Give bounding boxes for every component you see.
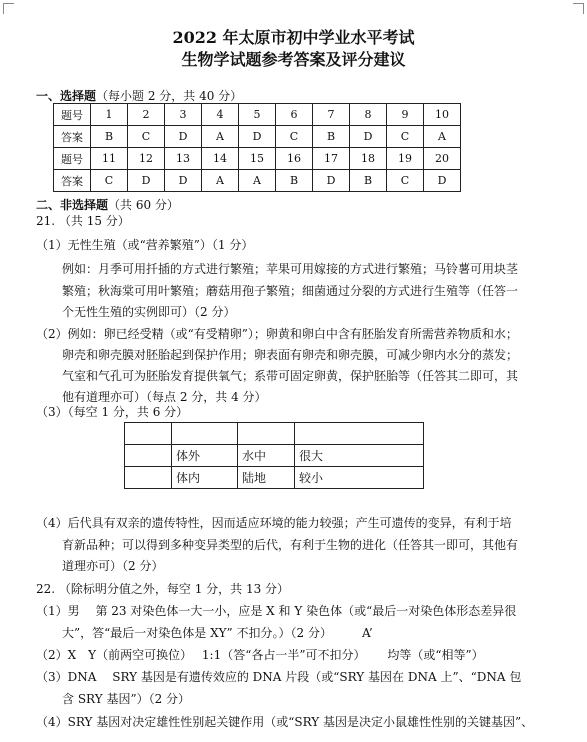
grid-cell <box>125 445 172 467</box>
q21-1-example-line: 例如：月季可用扦插的方式进行繁殖；苹果可用嫁接的方式进行繁殖；马铃薯可用块茎 <box>62 262 519 276</box>
grid-cell: 体内 <box>172 467 238 489</box>
answer-table-cell: 17 <box>313 148 350 170</box>
answer-table-row-header: 答案 <box>54 126 91 148</box>
q21-1-example-line: 个无性生殖的实例即可）（2 分） <box>62 305 236 319</box>
answer-table-cell: 20 <box>424 148 461 170</box>
grid-cell: 体外 <box>172 445 238 467</box>
grid-cell: 水中 <box>238 445 295 467</box>
section-non-choice-heading <box>36 196 179 213</box>
answer-table-cell: 8 <box>350 104 387 126</box>
answer-table-row <box>54 170 461 192</box>
answer-table-row-header: 答案 <box>54 170 91 192</box>
q22-3-answer: （3）DNA SRY 基因是有遗传效应的 DNA 片段（或“SRY 基因在 DNA 上”、“DNA 包 <box>36 670 522 684</box>
answer-table-cell: 11 <box>91 148 128 170</box>
answer-table-cell: C <box>387 170 424 192</box>
answer-table-cell: 1 <box>91 104 128 126</box>
answer-table-cell: 14 <box>202 148 239 170</box>
answer-table-cell: 15 <box>239 148 276 170</box>
answer-table-cell: 18 <box>350 148 387 170</box>
answer-table-cell: C <box>128 126 165 148</box>
q21-2-answer-line: 卵壳和卵壳膜对胚胎起到保护作用；卵表面有卵壳和卵壳膜，可减少卵内水分的蒸发； <box>62 348 519 362</box>
answer-table-cell: D <box>350 126 387 148</box>
q21-2-answer: （2）例如：卵已经受精（或“有受精卵”）；卵黄和卵白中含有胚胎发育所需营养物质和水； <box>36 327 518 341</box>
answer-table-row <box>54 148 461 170</box>
answer-table-cell: C <box>387 126 424 148</box>
answer-table-cell: 12 <box>128 148 165 170</box>
answer-table <box>53 103 461 192</box>
answer-table-cell: A <box>202 126 239 148</box>
answer-table-cell: 7 <box>313 104 350 126</box>
grid-row <box>125 445 424 467</box>
q21-2-answer-line: 气室和气孔可为胚胎发育提供氧气；系带可固定卵黄，保护胚胎等（任答其二即可，其 <box>62 369 519 383</box>
grid-cell <box>125 467 172 489</box>
grid-cell <box>238 423 295 445</box>
q21-4-answer: （4）后代具有双亲的遗传特性，因而适应环境的能力较强；产生可遗传的变异，有利于培 <box>36 516 512 530</box>
q21-1-example-line: 繁殖；秋海棠可用叶繁殖；蘑菇用孢子繁殖；细菌通过分裂的方式进行生殖等（任答一 <box>62 284 519 298</box>
q22-header: 22. （除标明分值之外，每空 1 分，共 13 分） <box>36 582 290 596</box>
document-title: 2022 年太原市初中学业水平考试 <box>172 28 415 47</box>
answer-table-cell: A <box>239 170 276 192</box>
answer-table-cell: D <box>165 126 202 148</box>
grid-cell: 较小 <box>295 467 424 489</box>
answer-table-cell: D <box>165 170 202 192</box>
grid-cell <box>125 423 172 445</box>
grid-row <box>125 423 424 445</box>
answer-table-cell: 13 <box>165 148 202 170</box>
q22-4-answer: （4）SRY 基因对决定雄性性别起关键作用（或“SRY 基因是决定小鼠雄性性别的关键基因”、 <box>36 715 534 729</box>
q22-2-answer: （2）X Y（前两空可换位） 1:1（答“各占一半”可不扣分） 均等（或“相等”） <box>36 648 484 662</box>
q21-header: 21. （共 15 分） <box>36 214 130 228</box>
page-corner-mark-left <box>3 3 14 14</box>
answer-table-cell: B <box>313 126 350 148</box>
answer-table-row-header: 题号 <box>54 104 91 126</box>
answer-table-row-header: 题号 <box>54 148 91 170</box>
q21-3-answer: （3）（每空 1 分，共 6 分） <box>36 405 189 419</box>
q22-1-answer-line: 大”，答“最后一对染色体是 XY” 不扣分。）（2 分） A’ <box>62 626 373 640</box>
section-multiple-choice-heading <box>36 87 242 104</box>
q21-2-answer-line: 他有道理亦可）（每点 2 分，共 4 分） <box>62 390 267 404</box>
answer-table-row <box>54 126 461 148</box>
section-label: 二、非选择题 <box>36 198 109 212</box>
q21-3-answer-table <box>124 422 424 489</box>
grid-cell: 陆地 <box>238 467 295 489</box>
q21-4-answer-line: 育新品种；可以得到多种变异类型的后代，有利于生物的进化（任答其一即可，其他有 <box>62 538 519 552</box>
q22-3-answer-line: 含 SRY 基因”）（2 分） <box>62 692 191 706</box>
page-corner-mark-right <box>573 3 584 14</box>
answer-table-cell: 10 <box>424 104 461 126</box>
answer-table-cell: 5 <box>239 104 276 126</box>
section-note: （共 60 分） <box>108 198 179 212</box>
answer-table-cell: C <box>276 126 313 148</box>
answer-table-cell: A <box>424 126 461 148</box>
answer-table-cell: D <box>424 170 461 192</box>
answer-table-cell: D <box>313 170 350 192</box>
answer-table-cell: 19 <box>387 148 424 170</box>
grid-row <box>125 467 424 489</box>
q22-1-answer: （1）男 第 23 对染色体一大一小，应是 X 和 Y 染色体（或“最后一对染色体形态差异很 <box>36 604 517 618</box>
answer-table-cell: 4 <box>202 104 239 126</box>
grid-cell <box>172 423 238 445</box>
section-label: 一、选择题 <box>36 89 97 103</box>
answer-table-cell: 6 <box>276 104 313 126</box>
document-subtitle: 生物学试题参考答案及评分建议 <box>181 50 406 69</box>
answer-table-cell: D <box>128 170 165 192</box>
answer-table-row <box>54 104 461 126</box>
answer-table-cell: B <box>276 170 313 192</box>
answer-table-cell: D <box>239 126 276 148</box>
grid-cell: 很大 <box>295 445 424 467</box>
grid-cell <box>295 423 424 445</box>
answer-table-cell: C <box>91 170 128 192</box>
answer-table-cell: 2 <box>128 104 165 126</box>
answer-table-cell: B <box>91 126 128 148</box>
answer-table-cell: 3 <box>165 104 202 126</box>
answer-table-cell: 9 <box>387 104 424 126</box>
q21-4-answer-line: 道理亦可）（2 分） <box>62 559 164 573</box>
section-note: （每小题 2 分，共 40 分） <box>96 89 243 103</box>
answer-table-cell: B <box>350 170 387 192</box>
answer-table-cell: 16 <box>276 148 313 170</box>
q21-1-answer: （1）无性生殖（或“营养繁殖”）（1 分） <box>36 238 254 252</box>
answer-table-cell: A <box>202 170 239 192</box>
